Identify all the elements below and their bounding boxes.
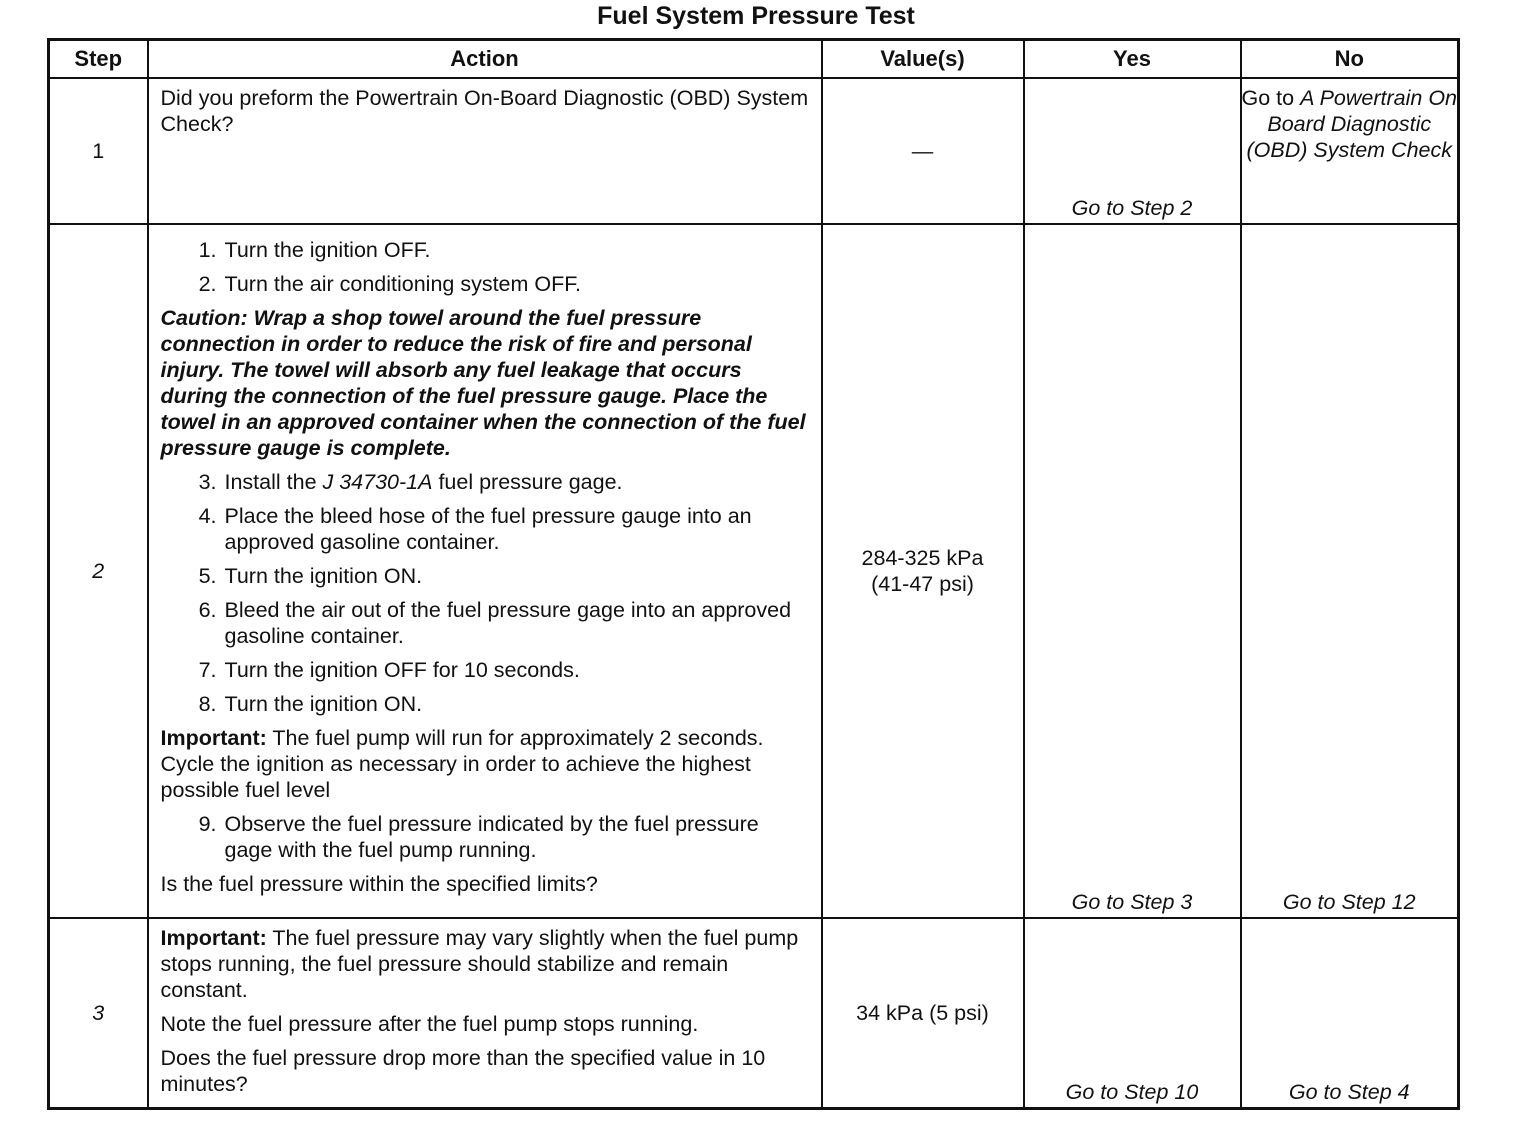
- header-values: Value(s): [822, 40, 1024, 79]
- action-cell: [148, 78, 822, 224]
- no-cell: Go to Step 12: [1241, 224, 1459, 918]
- no-reference: A Powertrain On Board Diagnostic (OBD) System Check: [1246, 86, 1457, 162]
- no-cell: [1241, 78, 1459, 224]
- step-list-a: [161, 237, 811, 297]
- action-text: Did you preform the Powertrain On-Board Diagnostic (OBD) System Check?: [160, 86, 809, 136]
- header-no: No: [1241, 40, 1459, 79]
- page-title: Fuel System Pressure Test: [597, 2, 915, 30]
- list-item: 3. Install the J 34730-1A fuel pressure gage.: [198, 470, 623, 494]
- table-row-step-1: [49, 78, 1459, 224]
- yes-cell: Go to Step 10: [1024, 918, 1241, 1108]
- yes-cell: Go to Step 2: [1024, 78, 1241, 224]
- value-cell: [822, 224, 1024, 918]
- important-note: Important: The fuel pump will run for approximately 2 seconds. Cycle the ignition as necessary in order to achieve the highest possible fuel level: [160, 726, 764, 802]
- question-text: Is the fuel pressure within the specified limits?: [160, 872, 598, 896]
- important-note: Important: The fuel pressure may vary slightly when the fuel pump stops running, the fuel pressure should stabilize and remain constant.: [160, 926, 799, 1002]
- list-item: 8. Turn the ignition ON.: [198, 692, 423, 716]
- table-row-step-3: [49, 918, 1459, 1108]
- no-cell: Go to Step 4: [1241, 918, 1459, 1108]
- header-yes: Yes: [1024, 40, 1241, 79]
- list-item: 1. Turn the ignition OFF.: [198, 238, 431, 262]
- list-item: 2. Turn the air conditioning system OFF.: [198, 272, 581, 296]
- fuel-pressure-test-table: [47, 38, 1460, 1110]
- action-cell: [148, 224, 822, 918]
- header-row: [49, 40, 1459, 79]
- value-cell: 34 kPa (5 psi): [822, 918, 1024, 1108]
- no-prefix: Go to: [1241, 86, 1301, 110]
- yes-cell: Go to Step 3: [1024, 224, 1241, 918]
- step-list-b: [161, 469, 811, 717]
- list-item: 6. Bleed the air out of the fuel pressure gage into an approved gasoline container.: [198, 598, 792, 648]
- step-list-c: [161, 811, 811, 863]
- caution-note: Caution: Wrap a shop towel around the fuel pressure connection in order to reduce the risk of fire and personal injury. The towel will absorb any fuel leakage that occurs during the connection of the fuel pressure gauge. Place the towel in an approved container when the connection of the fuel pressure gauge is complete.: [160, 306, 806, 460]
- action-cell: [148, 918, 822, 1108]
- value-cell: —: [822, 78, 1024, 224]
- table-row-step-2: [49, 224, 1459, 918]
- list-item: 9. Observe the fuel pressure indicated by the fuel pressure gage with the fuel pump running.: [198, 812, 759, 862]
- question-text: Does the fuel pressure drop more than the specified value in 10 minutes?: [160, 1046, 766, 1096]
- note-text: Note the fuel pressure after the fuel pump stops running.: [160, 1012, 699, 1036]
- list-item: 7. Turn the ignition OFF for 10 seconds.: [198, 658, 580, 682]
- list-item: 5. Turn the ignition ON.: [198, 564, 423, 588]
- step-number: 2: [49, 224, 148, 918]
- step-number: 3: [49, 918, 148, 1108]
- header-action: Action: [148, 40, 822, 79]
- value-kpa: 284-325 kPa: [861, 546, 984, 570]
- step-number: 1: [49, 78, 148, 224]
- list-item: 4. Place the bleed hose of the fuel pressure gauge into an approved gasoline container.: [198, 504, 752, 554]
- tool-number: J 34730-1A: [322, 470, 433, 494]
- header-step: Step: [49, 40, 148, 79]
- value-psi: (41-47 psi): [871, 572, 974, 596]
